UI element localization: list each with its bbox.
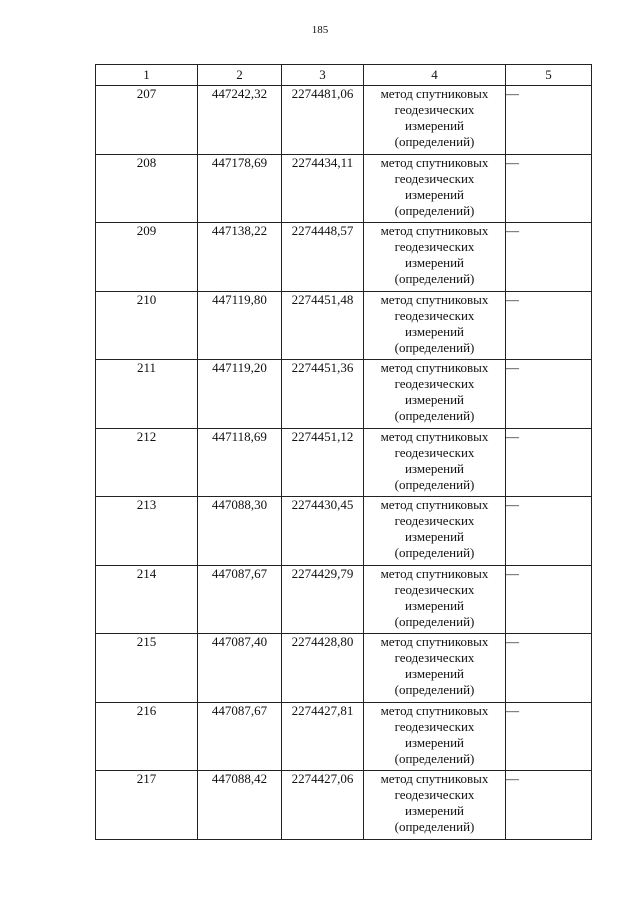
column-header-3: 3 xyxy=(282,65,364,86)
x-coordinate-cell: 447118,69 xyxy=(198,428,282,497)
point-number-cell: 208 xyxy=(96,154,198,223)
column-header-5: 5 xyxy=(506,65,592,86)
note-cell: — xyxy=(506,291,592,360)
y-coordinate-cell: 2274451,36 xyxy=(282,360,364,429)
table-row xyxy=(96,428,592,497)
method-cell: метод спутниковых геодезических измерений (определений) xyxy=(364,154,506,223)
y-coordinate-cell: 2274430,45 xyxy=(282,497,364,566)
table-row xyxy=(96,223,592,292)
point-number-cell: 216 xyxy=(96,702,198,771)
x-coordinate-cell: 447087,40 xyxy=(198,634,282,703)
x-coordinate-cell: 447087,67 xyxy=(198,565,282,634)
table-row xyxy=(96,291,592,360)
point-number-cell: 209 xyxy=(96,223,198,292)
table-row xyxy=(96,634,592,703)
x-coordinate-cell: 447138,22 xyxy=(198,223,282,292)
point-number-cell: 211 xyxy=(96,360,198,429)
method-cell: метод спутниковых геодезических измерений (определений) xyxy=(364,634,506,703)
method-cell: метод спутниковых геодезических измерений (определений) xyxy=(364,497,506,566)
page-number: 185 xyxy=(311,24,329,36)
point-number-cell: 215 xyxy=(96,634,198,703)
note-cell: — xyxy=(506,771,592,840)
column-header-1: 1 xyxy=(96,65,198,86)
y-coordinate-cell: 2274427,06 xyxy=(282,771,364,840)
header-row xyxy=(96,65,592,86)
table-row xyxy=(96,86,592,155)
point-number-cell: 212 xyxy=(96,428,198,497)
x-coordinate-cell: 447119,20 xyxy=(198,360,282,429)
x-coordinate-cell: 447242,32 xyxy=(198,86,282,155)
note-cell: — xyxy=(506,497,592,566)
y-coordinate-cell: 2274451,48 xyxy=(282,291,364,360)
y-coordinate-cell: 2274434,11 xyxy=(282,154,364,223)
note-cell: — xyxy=(506,428,592,497)
table-row xyxy=(96,154,592,223)
column-header-4: 4 xyxy=(364,65,506,86)
y-coordinate-cell: 2274428,80 xyxy=(282,634,364,703)
point-number-cell: 214 xyxy=(96,565,198,634)
method-cell: метод спутниковых геодезических измерений (определений) xyxy=(364,702,506,771)
method-cell: метод спутниковых геодезических измерений (определений) xyxy=(364,360,506,429)
note-cell: — xyxy=(506,86,592,155)
table-row xyxy=(96,360,592,429)
y-coordinate-cell: 2274448,57 xyxy=(282,223,364,292)
note-cell: — xyxy=(506,565,592,634)
method-cell: метод спутниковых геодезических измерений (определений) xyxy=(364,771,506,840)
method-cell: метод спутниковых геодезических измерений (определений) xyxy=(364,291,506,360)
y-coordinate-cell: 2274481,06 xyxy=(282,86,364,155)
table-row xyxy=(96,497,592,566)
y-coordinate-cell: 2274429,79 xyxy=(282,565,364,634)
method-cell: метод спутниковых геодезических измерений (определений) xyxy=(364,565,506,634)
x-coordinate-cell: 447178,69 xyxy=(198,154,282,223)
column-header-2: 2 xyxy=(198,65,282,86)
note-cell: — xyxy=(506,702,592,771)
note-cell: — xyxy=(506,154,592,223)
x-coordinate-cell: 447087,67 xyxy=(198,702,282,771)
note-cell: — xyxy=(506,223,592,292)
note-cell: — xyxy=(506,634,592,703)
coordinates-table xyxy=(95,64,592,840)
x-coordinate-cell: 447119,80 xyxy=(198,291,282,360)
x-coordinate-cell: 447088,30 xyxy=(198,497,282,566)
method-cell: метод спутниковых геодезических измерений (определений) xyxy=(364,223,506,292)
point-number-cell: 213 xyxy=(96,497,198,566)
y-coordinate-cell: 2274427,81 xyxy=(282,702,364,771)
y-coordinate-cell: 2274451,12 xyxy=(282,428,364,497)
point-number-cell: 217 xyxy=(96,771,198,840)
table-row xyxy=(96,771,592,840)
method-cell: метод спутниковых геодезических измерений (определений) xyxy=(364,428,506,497)
note-cell: — xyxy=(506,360,592,429)
x-coordinate-cell: 447088,42 xyxy=(198,771,282,840)
point-number-cell: 207 xyxy=(96,86,198,155)
method-cell: метод спутниковых геодезических измерений (определений) xyxy=(364,86,506,155)
table-row xyxy=(96,702,592,771)
point-number-cell: 210 xyxy=(96,291,198,360)
table-row xyxy=(96,565,592,634)
